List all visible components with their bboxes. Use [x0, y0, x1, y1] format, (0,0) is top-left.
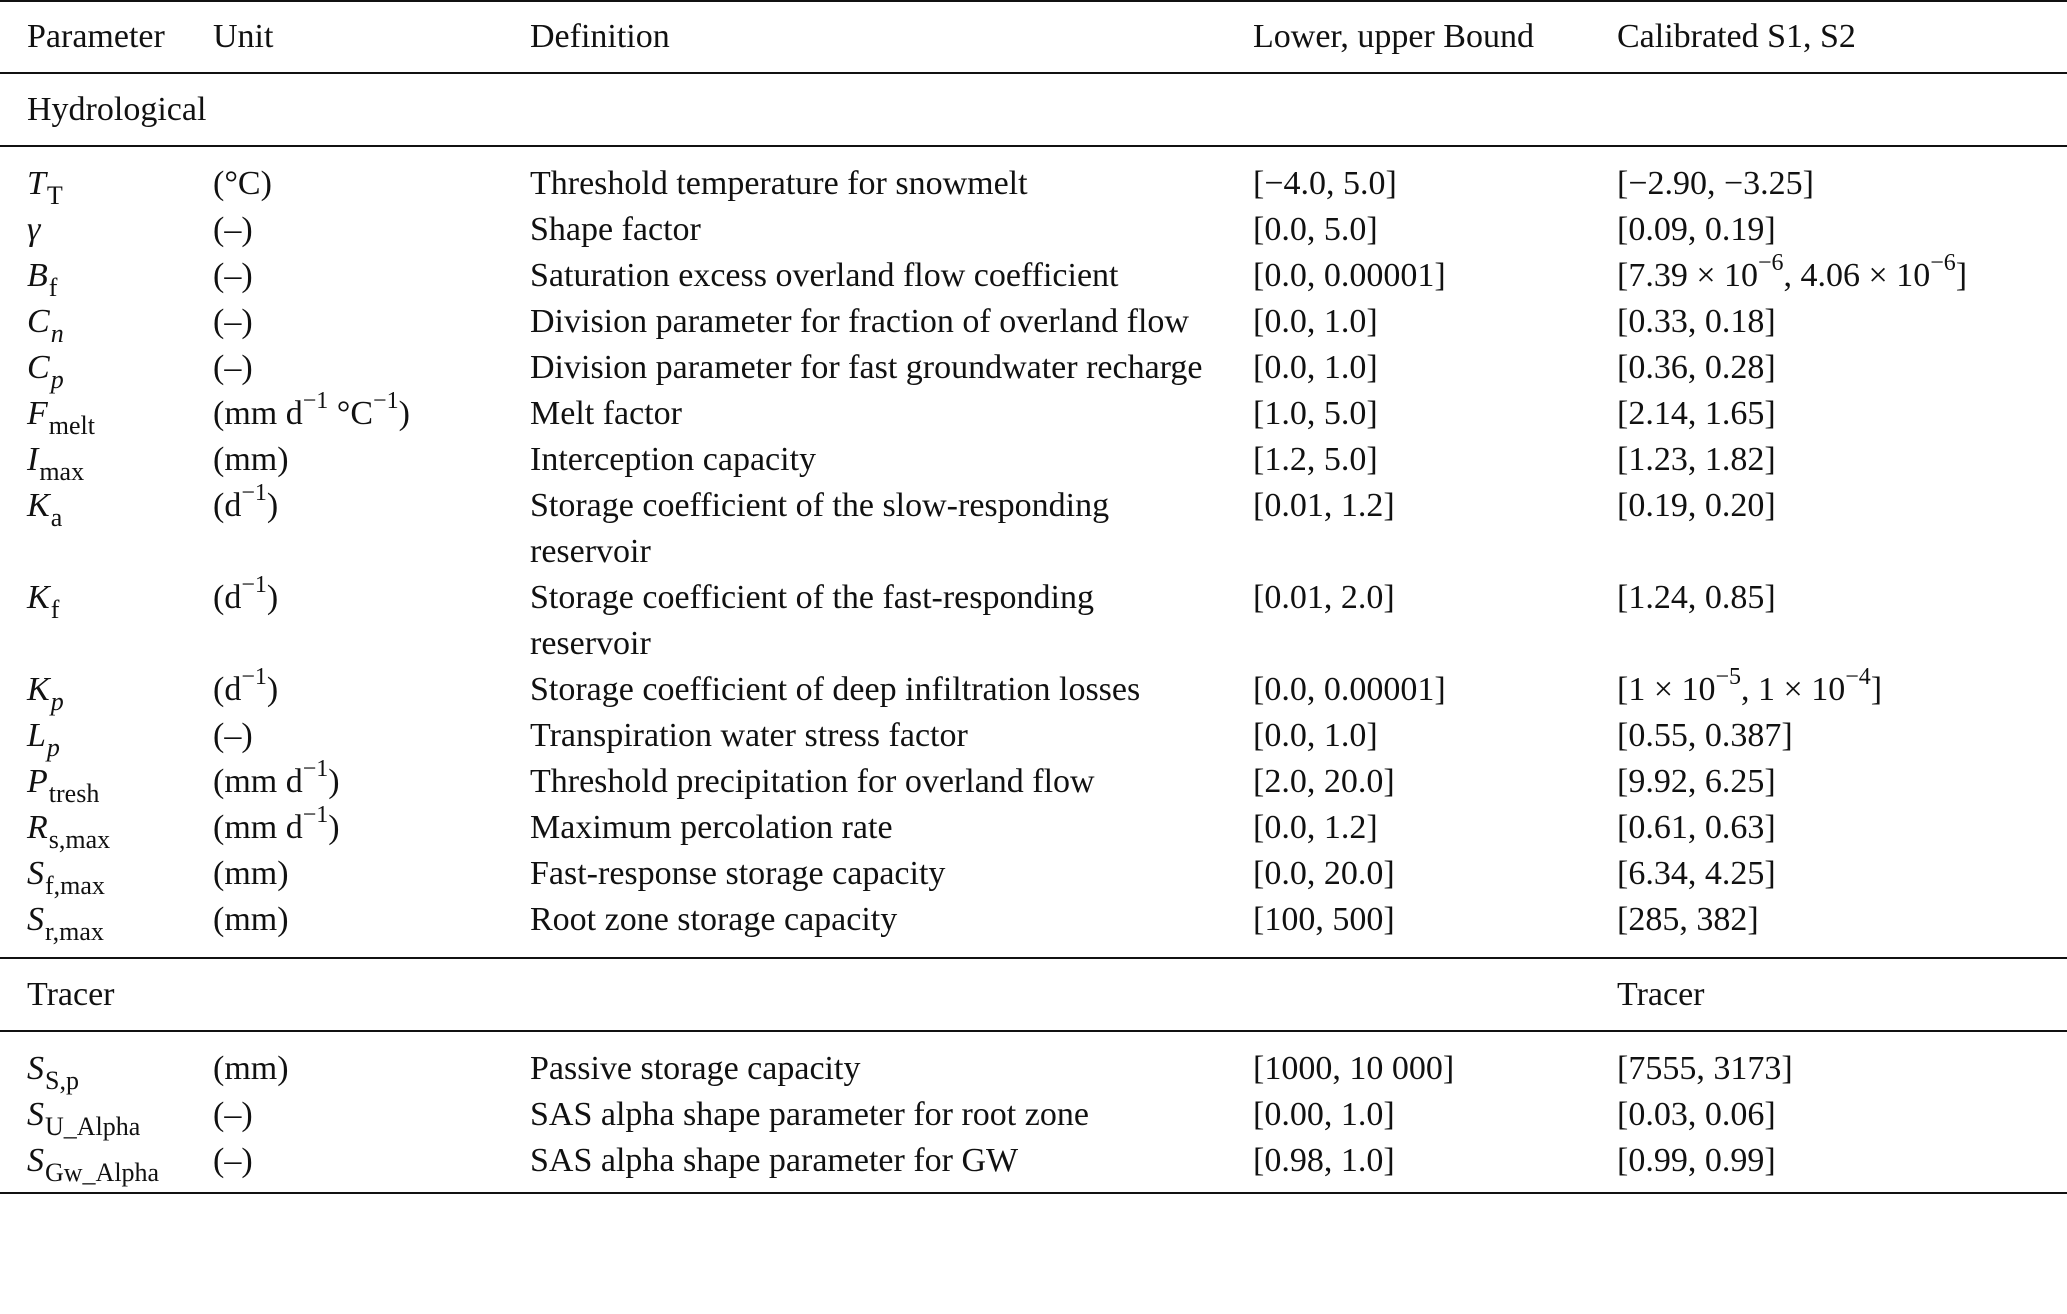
header-row	[0, 1, 2067, 73]
param-calibrated: [0.19, 0.20]	[1617, 487, 1776, 524]
header-calibrated: Calibrated S1, S2	[1617, 1, 2067, 73]
param-bounds: [0.00, 1.0]	[1253, 1096, 1395, 1133]
param-bounds: [0.0, 20.0]	[1253, 855, 1395, 892]
param-calibrated: [0.33, 0.18]	[1617, 303, 1776, 340]
param-calibrated: [0.03, 0.06]	[1617, 1096, 1776, 1133]
param-calibrated: [0.61, 0.63]	[1617, 809, 1776, 846]
param-bounds: [0.0, 5.0]	[1253, 211, 1378, 248]
param-definition: Threshold temperature for snowmelt	[530, 165, 1028, 202]
param-unit: (–)	[213, 257, 253, 294]
param-calibrated: [$1 \times 10^{-5}$, $1 \times 10^{-4}$]	[1617, 663, 1883, 708]
param-unit: (–)	[213, 211, 253, 248]
param-symbol: $S_{U\_Alpha}$	[27, 1096, 141, 1141]
param-symbol: $L_p$	[27, 717, 60, 762]
param-calibrated: [$7.39 \times 10^{-6}$, $4.06 \times 10^{-6}$]	[1617, 249, 1968, 294]
table-row	[0, 207, 2067, 253]
param-calibrated: [0.36, 0.28]	[1617, 349, 1776, 386]
table-row	[0, 391, 2067, 437]
param-definition: Threshold precipitation for overland flow	[530, 763, 1095, 800]
param-bounds: [0.98, 1.0]	[1253, 1138, 1617, 1193]
param-unit: (mm)	[213, 901, 289, 938]
table-row	[0, 713, 2067, 759]
param-bounds: [0.01, 1.2]	[1253, 487, 1395, 524]
param-definition: Maximum percolation rate	[530, 809, 893, 846]
param-symbol: $R_{s,max}$	[27, 809, 111, 854]
param-symbol: $S_{S,p}$	[27, 1050, 79, 1095]
param-calibrated: [0.55, 0.387]	[1617, 717, 1793, 754]
header-parameter: Parameter	[0, 1, 213, 73]
param-bounds: [0.0, 1.0]	[1253, 349, 1378, 386]
table-row	[0, 759, 2067, 805]
param-unit: (–)	[213, 303, 253, 340]
param-calibrated: [7555, 3173]	[1617, 1050, 1793, 1087]
param-bounds: [−4.0, 5.0]	[1253, 165, 1397, 202]
table-row	[0, 1046, 2067, 1092]
param-calibrated: [0.09, 0.19]	[1617, 211, 1776, 248]
header-unit: Unit	[213, 1, 530, 73]
param-calibrated: [−2.90, −3.25]	[1617, 165, 1814, 202]
param-unit: (mm $d^{-1}$)	[213, 755, 340, 800]
section-row-hydrological	[0, 73, 2067, 146]
table-row	[0, 851, 2067, 897]
param-definition: SAS alpha shape parameter for root zone	[530, 1096, 1089, 1133]
param-bounds: [1000, 10 000]	[1253, 1050, 1455, 1087]
table-row	[0, 1138, 2067, 1193]
param-symbol: γ	[27, 211, 41, 248]
param-calibrated: [2.14, 1.65]	[1617, 395, 1776, 432]
param-symbol: $S_{r,max}$	[27, 901, 104, 946]
table-row	[0, 1092, 2067, 1138]
param-bounds: [2.0, 20.0]	[1253, 763, 1395, 800]
param-symbol: $P_{tresh}$	[27, 763, 100, 808]
param-symbol: $I_{max}$	[27, 441, 85, 486]
param-definition: Shape factor	[530, 211, 701, 248]
param-symbol: $C_p$	[27, 349, 64, 394]
table-row	[0, 805, 2067, 851]
param-unit: (mm)	[213, 441, 289, 478]
param-unit: (–)	[213, 1096, 253, 1133]
table-row	[0, 253, 2067, 299]
param-bounds: [1.0, 5.0]	[1253, 395, 1378, 432]
header-definition: Definition	[530, 1, 1253, 73]
param-symbol: $S_{Gw\_Alpha}$	[0, 1138, 213, 1193]
param-definition: Storage coefficient of the slow-responding reservoir	[530, 487, 1110, 570]
table-row	[0, 575, 2067, 667]
section-label-tracer-calibrated: Tracer	[1617, 958, 2067, 1031]
param-unit: (mm $d^{-1}$)	[213, 801, 340, 846]
param-unit: (–)	[213, 349, 253, 386]
param-definition: Root zone storage capacity	[530, 901, 898, 938]
param-definition: Interception capacity	[530, 441, 817, 478]
param-symbol: $T_T$	[27, 165, 63, 210]
param-symbol: $S_{f,max}$	[27, 855, 105, 900]
param-unit: $(d^{-1})$	[213, 663, 279, 708]
param-bounds: [0.0, 1.0]	[1253, 717, 1378, 754]
param-calibrated: [285, 382]	[1617, 901, 1759, 938]
param-symbol: $F_{melt}$	[27, 395, 95, 440]
param-unit: (mm $d^{-1}$ $^\circ C^{-1}$)	[213, 387, 410, 432]
param-bounds: [0.0, 1.0]	[1253, 303, 1378, 340]
table-row	[0, 667, 2067, 713]
param-unit: $(d^{-1})$	[213, 571, 279, 616]
header-bounds: Lower, upper Bound	[1253, 1, 1617, 73]
param-symbol: $K_p$	[27, 671, 64, 716]
param-symbol: $K_f$	[27, 579, 60, 624]
param-definition: Saturation excess overland flow coefficient	[530, 257, 1119, 294]
table-row	[0, 345, 2067, 391]
param-definition: Division parameter for fast groundwater recharge	[530, 349, 1203, 386]
param-symbol: $B_f$	[27, 257, 58, 302]
param-definition: Division parameter for fraction of overland flow	[530, 303, 1189, 340]
param-definition: Melt factor	[530, 395, 682, 432]
param-unit: (°C)	[213, 165, 272, 202]
param-unit: (mm)	[213, 1050, 289, 1087]
param-unit: (–)	[213, 1138, 530, 1193]
table-row	[0, 483, 2067, 575]
param-definition: Storage coefficient of deep infiltration losses	[530, 671, 1141, 708]
param-calibrated: [9.92, 6.25]	[1617, 763, 1776, 800]
param-unit: (–)	[213, 717, 253, 754]
param-definition: SAS alpha shape parameter for GW	[530, 1138, 1253, 1193]
param-bounds: [0.0, 0.00001]	[1253, 671, 1446, 708]
table-row	[0, 897, 2067, 943]
section-label-tracer: Tracer	[0, 958, 1617, 1031]
param-calibrated: [0.99, 0.99]	[1617, 1138, 2067, 1193]
param-bounds: [1.2, 5.0]	[1253, 441, 1378, 478]
section-row-tracer	[0, 958, 2067, 1031]
param-bounds: [0.0, 1.2]	[1253, 809, 1378, 846]
param-unit: (mm)	[213, 855, 289, 892]
param-definition: Fast-response storage capacity	[530, 855, 946, 892]
table-row	[0, 437, 2067, 483]
param-calibrated: [1.23, 1.82]	[1617, 441, 1776, 478]
param-calibrated: [1.24, 0.85]	[1617, 579, 1776, 616]
param-definition: Storage coefficient of the fast-responding reservoir	[530, 579, 1094, 662]
param-unit: $(d^{-1})$	[213, 479, 279, 524]
param-symbol: $C_n$	[27, 303, 64, 348]
table-row	[0, 299, 2067, 345]
param-bounds: [100, 500]	[1253, 901, 1395, 938]
table-row	[0, 161, 2067, 207]
param-definition: Transpiration water stress factor	[530, 717, 968, 754]
param-calibrated: [6.34, 4.25]	[1617, 855, 1776, 892]
param-bounds: [0.01, 2.0]	[1253, 579, 1395, 616]
section-label-hydrological: Hydrological	[0, 73, 2067, 146]
param-definition: Passive storage capacity	[530, 1050, 861, 1087]
param-bounds: [0.0, 0.00001]	[1253, 257, 1446, 294]
param-symbol: $K_a$	[27, 487, 63, 532]
